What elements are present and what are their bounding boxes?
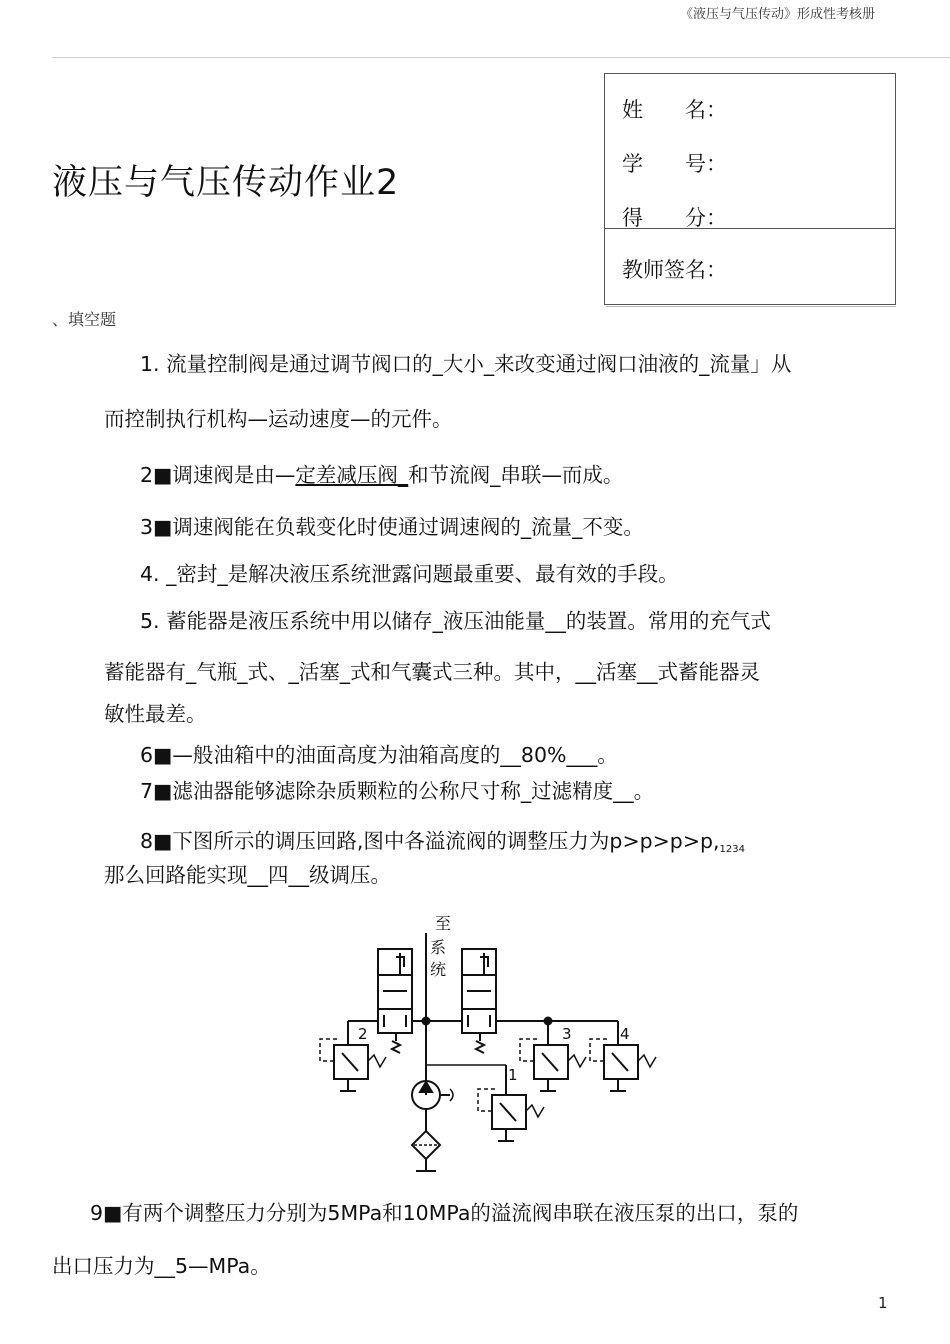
- diagram-label-mid: 系: [430, 938, 447, 957]
- q5-line1: 5. 蓄能器是液压系统中用以储存_液压油能量__的装置。常用的充气式: [140, 609, 771, 633]
- q2-part-c: 和节流阀_串联—而成。: [408, 463, 624, 487]
- info-box-shadow: [606, 306, 896, 307]
- q1-line1: 1. 流量控制阀是通过调节阀口的_大小_来改变通过阀口油液的_流量」从: [140, 352, 792, 376]
- q9-line1: 9■有两个调整压力分别为5MPa和10MPa的溢流阀串联在液压泵的出口，泵的: [90, 1201, 799, 1225]
- q1-line2: 而控制执行机构—运动速度—的元件。: [104, 407, 453, 431]
- q5-line2: 蓄能器有_气瓶_式、_活塞_式和气囊式三种。其中，__活塞__式蓄能器灵: [104, 660, 760, 684]
- name-label: 姓 名：: [622, 98, 727, 122]
- left-directional-valve: [378, 949, 412, 1053]
- teacher-signature-label: 教师签名：: [622, 258, 727, 282]
- q7: 7■滤油器能够滤除杂质颗粒的公称尺寸称_过滤精度__。: [140, 779, 655, 803]
- valve-4-label: 4: [620, 1025, 630, 1043]
- q4: 4. _密封_是解决液压系统泄露问题最重要、最有效的手段。: [140, 562, 679, 586]
- q8-line2: 那么回路能实现__四__级调压。: [104, 863, 391, 887]
- student-id-label: 学 号：: [622, 152, 727, 176]
- valve-3-label: 3: [562, 1025, 572, 1043]
- valve-1-label: 1: [508, 1066, 518, 1084]
- page-number: 1: [878, 1294, 888, 1312]
- q8-text: 8■下图所示的调压回路,图中各溢流阀的调整压力为p>p>p>p,: [140, 829, 720, 853]
- filter-symbol: [412, 1131, 440, 1171]
- q8-subscripts: 1234: [719, 844, 745, 855]
- q9-line2: 出口压力为__5—MPa。: [52, 1254, 271, 1278]
- relief-valve-4: [590, 1021, 656, 1091]
- hydraulic-pump-symbol: [412, 1051, 453, 1131]
- page-title: 液压与气压传动作业2: [52, 163, 400, 203]
- header-rule: [52, 57, 950, 58]
- running-header: 《液压与气压传动》形成性考核册: [680, 7, 876, 22]
- student-info-box: [604, 73, 896, 305]
- q3: 3■调速阀能在负载变化时使通过调速阀的_流量_不变。: [140, 515, 644, 539]
- diagram-label-bottom: 统: [430, 960, 447, 979]
- q5-line3: 敏性最差。: [104, 702, 207, 726]
- q6: 6■—般油箱中的油面高度为油箱高度的__80%___。: [140, 743, 618, 767]
- valve-2-label: 2: [358, 1025, 368, 1043]
- relief-valve-2: [320, 1021, 386, 1091]
- q2-part-a: 2■调速阀是由—: [140, 463, 296, 487]
- q2-answer: 定差减压阀_: [295, 463, 409, 487]
- diagram-label-top: 至: [435, 914, 452, 933]
- pressure-regulating-circuit-diagram: [300, 905, 660, 1180]
- relief-valve-3: [520, 1021, 586, 1091]
- right-directional-valve: [462, 949, 496, 1053]
- q2: [140, 458, 623, 488]
- section-title: 、填空题: [52, 310, 117, 329]
- score-label: 得 分：: [622, 206, 727, 230]
- q8-line1: [140, 824, 745, 855]
- relief-valve-1: [426, 1065, 544, 1141]
